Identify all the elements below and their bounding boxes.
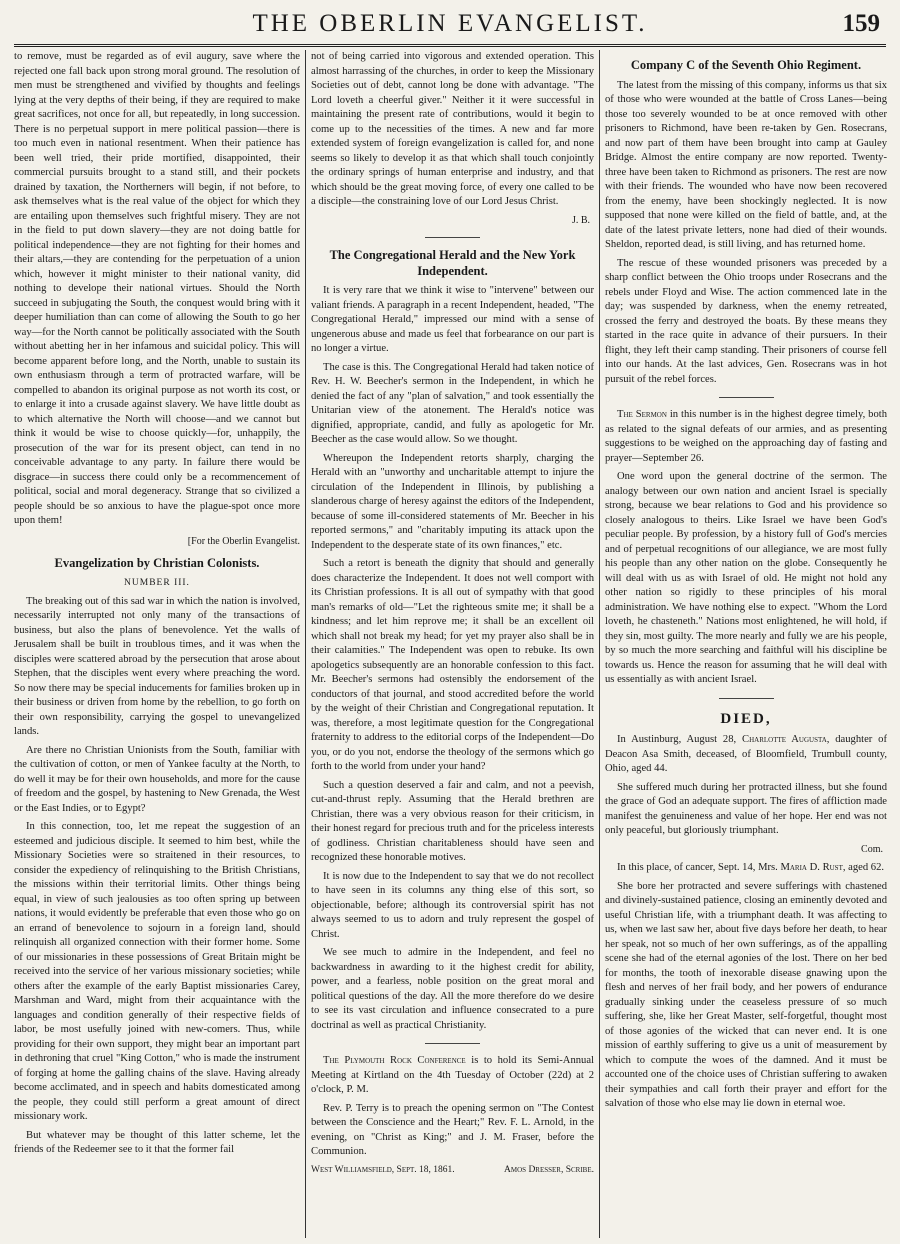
column-right [605,50,887,1238]
obituary-text: , aged 62. [842,862,885,874]
source-note: [For the Oberlin Evangelist. [187,535,300,547]
article-paragraph: It is now due to the Independent to say that we do not recollect to have seen in its columns any thing else of this sort, so objectionable, before; although its controversial spirit has not always seemed to us to adorn and truly represent the gospel of Christ. [311,870,594,940]
article-text: in this number is in the highest degree timely, both as related to the signal defeats of our armies, and as presenting suggestions to be weighed on the approaching day of fasting and prayer—September 26. [605,409,887,464]
article-paragraph: Whereupon the Independent retorts sharply, charging the Herald with an "unworthy and uncharitable attempt to injure the circulation of the Independent in Illinois, by publishing a slanderous charge of heresy against the editors of the Independent, because of some ill-considered statements of Mr. Beecher in his reported sermons," and "charitably imputing its attack upon the Independent to the desperate state of its own finances," etc. [311,452,594,551]
page-number: 159 [842,10,880,37]
article-paragraph: not of being carried into vigorous and extended operation. This almost harrassing of the churches, in order to keep the Missionary Societies out of debt, cannot long be done with advantage. "The Lord loveth a cheerful giver." Neither it it were successful in maintaining the present rate of contributions, would it begin to come up to the necessities of the times. A new and far more extended system of foreign evangelization is called for, and none seems so likely to develop it as that which shall touch conjointly the ordinary springs of human enterprise and industry, and that which should be the great moving force, of every one called to be a disciple—the constraining love of our Lord Jesus Christ. [311,51,594,207]
section-divider [425,1043,480,1044]
section-divider [719,397,774,398]
article-paragraph: One word upon the general doctrine of the sermon. The analogy between our own nation and ancient Israel is specially strong, because we bear relations to God and his providence so closely analogous to theirs. Like Israel we have been God's peculiar people. By profession, by a history full of God's mercies and of perpetual recognitions of our allegiance, we are most fully his people than any other nation on the globe. Consequently he will deal with us as with Israel of old. He might not hold any other nation so rigidly to these principles of his moral administration. We have nothing else to expect. "Whom the Lord loveth, he chasteneth." Nations most enlightened, he will hold, if they sin, most guilty. The more nearly and fully we are his people, by so much the more searching and faithful will his discipline be towards us. Hence the reason for assuming that he will deal with us essentially as with ancient Israel. [605,471,887,686]
section-divider [719,698,774,699]
obituary-paragraph: She bore her protracted and severe sufferings with chastened and divinely-sustained patience, closing an eminently devoted and useful Christian life, with a triumphant death. It was affecting to us, when we last saw her, about five days before her death, to hear her speak, not so much of her own sufferings, as of the appalling scene she had of the eternal agonies of the lost. There on her bed for months, the tooth of inexorable disease gnawing upon the flesh and nerves of her frail body, and her powers of endurance gradually sinking under the ceaseless pressure of so much suffering, she, like her Great Master, self-forgetful, thought most of those agonies of the wicked that can never end. It is one mission of earthly suffering to give us a unit of measurement by which to compute the woes of the damned. And it must be accounted one of the choice uses of Christian suffering to awaken their sympathies and call forth their prayer and effort for the salvation of those who else may lie down in eternal woe. [605,880,887,1110]
article-heading: Evangelization by Christian Colonists. [54,556,260,571]
article-paragraph [605,408,887,466]
scribe-signature: Amos Dresser, Scribe. [504,1164,594,1175]
article-paragraph: But whatever may be thought of this latter scheme, let the friends of the Redeemer see to it that the former fail [14,1129,300,1156]
column-rule [305,50,306,1238]
article-paragraph: The case is this. The Congregational Herald had taken notice of Rev. H. W. Beecher's sermon in the Independent, in which he denied the fact of any "plan of salvation," and took essentially the Unitarian view of the atonement. The Herald's notice was dignified, appropriate, candid, and fully as apologetic for Mr. Beecher as the case would allow. So we thought. [311,361,594,446]
notice-lead: The Plymouth Rock Conference [323,1055,466,1067]
notice-text: is to hold its Semi-Annual Meeting at Kirtland on the 4th Tuesday of October (22d) at 2 o'clock, P. M. [311,1055,594,1096]
obituary-signature: Com. [861,843,883,855]
article-paragraph: Are there no Christian Unionists from the South, familiar with the cultivation of cotton, or men of Yankee faculty at the North, to do well it may be for their own households, and more for the cause of freedom and the gospel, by hastening to New Grenada, the West or the East Indies, or to Egypt? [14,744,300,814]
article-lead: The Sermon [617,409,667,421]
article-paragraph: It is very rare that we think it wise to "intervene" between our valiant friends. A paragraph in a recent Independent, headed, "The Congregational Herald," impressed our mind with a sense of ungenerous abuse and made us feel that forbearance on our part is no longer a virtue. [311,285,594,355]
column-middle [311,50,594,1238]
article-paragraph: The latest from the missing of this company, informs us that six of those who were wounded at the battle of Cross Lanes—being those too severely wounded to be at once removed with other prisoners to Richmond, have been re-taken by Gen. Rosecrans, and now part of them have been brought into camp at Gauley Bridge. Almost the entire company are now reported. Twenty-three have been taken to Richmond as prisoners. The rest are now with their friends. The wounded who have now been recovered from the enemy, have been shockingly neglected. It is now supposed that none were killed on the field of battle, and, at the date of the latest private letters, none had died of their wounds. Sheldon, reported dead, is still living, and has returned home. [605,79,887,251]
article-paragraph: Such a question deserved a fair and calm, and not a peevish, cut-and-thrust reply. Assuming that the Herald brethren are Christian, there was a very obvious reason for their criticism, in their honest regard for precious truth and for the priceless interests of godliness. Christian charitableness should have seen and recognized these honorable motives. [311,779,594,864]
dateline-place: West Williamsfield, Sept. 18, 1861. [311,1164,455,1175]
dateline [311,1164,594,1177]
article-paragraph: The breaking out of this sad war in which the nation is involved, necessarily interrupted not only many of the transactions of business, but also the plans of benevolence. Yet the walls of Jerusalem shall be built in troublous times, and it was when the disciples were scattered abroad by the persecution that arose about Stephen, that the disciples went every where preaching the word. So now there may be special inducements for families broken up in their business or driven from home by the rebellion, to go forth on their own responsibility, carrying the gospel to unevangelized lands. [14,595,300,738]
article-paragraph: The rescue of these wounded prisoners was preceded by a sharp conflict between the Ohio troops under Rosecrans and the rebels under Floyd and Wise. The action commenced late in the day; was suspended by darkness, when the enemy retreated, crossed the ferry and destroyed the boats. By these means they started in the race quite in advance of their pursuers. In their flight, they left their camp standing. Their prisoners of course fell into our hands. At the last advices, Gen. Rosecrans was in hot pursuit of the rebel forces. [605,257,887,385]
obituary-paragraph: She suffered much during her protracted illness, but she found the grace of God an adequate support. The fires of affliction made manifest the genuineness and value of her hope. Her end was not only peaceful, but gloriously triumphant. [605,781,887,837]
article-signature: J. B. [571,214,590,226]
masthead [14,8,886,47]
notice-paragraph: Rev. P. Terry is to preach the opening sermon on "The Contest between the Conscience and the Heart;" Rev. F. L. Arnold, in the evening, on "Christ as King;" and J. M. Fraser, before the Communion. [311,1102,594,1158]
column-rule [599,50,600,1238]
article-paragraph: In this connection, too, let me repeat the suggestion of an esteemed and judicious disciple. It seemed to him best, while the Missionary Societies were so straitened in their resources, to consider the expediency of relinquishing to the British Christians, the missions within their territorial limits. Other things being equal, in view of such jealousies as too often spring up between nations, it would evidently be preferable that even those who go on an errand of benevolence to sojourn in a foreign land, should relinquish all organized connection with their former home. Some of our missionaries in these possessions of Great Britain might be received into the service of her various missionary societies; while others after the example of the early Baptist missionaries Carey, Marshman and Ward, might from their acquaintance with the languages and condition generally of their respective fields of labor, be most usefully joined with new-comers. Thus, while providing for their own support, they might bear an important part in dethroning that cruel "King Cotton," who is made the instrument of forging at home the galling chains of the slave. Having already become acclimated, and in speech and habits domesticated among the people, they could still perform a great amount of direct missionary work. [14,821,300,1123]
obituary-name: Charlotte Augusta [742,734,827,746]
obituary-text: , daughter of Deacon Asa Smith, deceased, of Bloomfield, Trumbull county, Ohio, aged 44. [605,734,887,775]
article-heading: The Congregational Herald and the New York Independent. [329,248,576,278]
column-left [14,50,300,1238]
article-number: NUMBER III. [124,577,190,588]
article-paragraph: to remove, must be regarded as of evil augury, save where the rejected one fall back upon strong moral ground. The resolution of men must be strengthened and vivified by thoughts and feelings lying at the very depths of their being, if they are required to make great sacrifices, not once for all, but repeatedly, in long succession. There is no perpetual support in mere political passion—there is too much even in national resentment. When their patience has been well tried, their pride mortified, disappointed, their commercial pursuits brought to a stand still, and their pockets drained by taxation, the Northerners will begin, if not before, to ask themselves what is the real value of the object for which they are entailing upon themselves such frightful misery. They are not in the field to put down slavery—they are not doing battle for political independence—they are not fighting for their homes and their altars,—they are contending for the perpetuation of a union which, however it might minister to their national vanity, did nothing to develope their national virtues. Should the North succeed in subjugating the South, the conquest would bring with it deeper humiliation than can come of allowing the South to go her way—for the North cannot be politically associated with the South without abetting her in her infamous and suicidal policy. This will become apparent before long, and the North, unable to sustain its own enthusiasm through a term of protracted warfare, will be compelled to abandon its original purpose as not worth its cost, or to enlarge it into a crusade against slavery. We have little doubt as to which alternative the North will choose—and we cannot but think it would be wise to choose quickly—for, unhappily, the prosecution of the war for its present object, can tend in no conceivable advantage to any party. In failure there would be disgrace—in success there could only be a recommencement of political, social and moral degeneracy. Strange that so civilized a people should be so anxious to have the plague-spot once more upon them! [14,51,300,526]
article-heading: Company C of the Seventh Ohio Regiment. [630,58,862,72]
obituary-notice [605,861,887,876]
obituaries-heading: DIED, [720,710,772,727]
obituary-text: In Austinburg, August 28, [617,734,743,746]
obituary-notice [605,733,887,777]
section-divider [425,237,480,238]
article-paragraph: Such a retort is beneath the dignity that should and generally does characterize the Independent. It does not well comport with its Christian professions. It is all out of sympathy with that good man's remarks of old—"Let the righteous smite me; it shall be a kindness; and let him reprove me; it shall be an excellent oil which shall not break my head; for yet my prayer also shall be in their calamities." The Independent was open to rebuke. Its own apologetics subsequently are an honorable confession to this fact. Mr. Beecher's sermons had ostensibly the endorsement of the conductors of that journal, and stood accredited before the world by the weight of their Christian and Congregational reputation. It was, therefore, a most legitimate question for the Congregational fraternity to address to the editorial corps of the Independent—Do you, or do you not, endorse the theology of the sermons which go forth to the world from under your hand? [311,558,594,773]
newspaper-title: THE OBERLIN EVANGELIST. [252,10,648,37]
notice-paragraph [311,1054,594,1098]
obituary-text: In this place, of cancer, Sept. 14, Mrs. [617,862,781,874]
obituary-name: Maria D. Rust [780,862,843,874]
article-paragraph: We see much to admire in the Independent, and feel no backwardness in awarding to it the highest credit for ability, power, and a fearless, noble position on the great moral and political questions of the day. All the more therefore do we desire to see its vast circulation and influence consecrated to a pure doctrinal as well as practical Christianity. [311,947,594,1031]
